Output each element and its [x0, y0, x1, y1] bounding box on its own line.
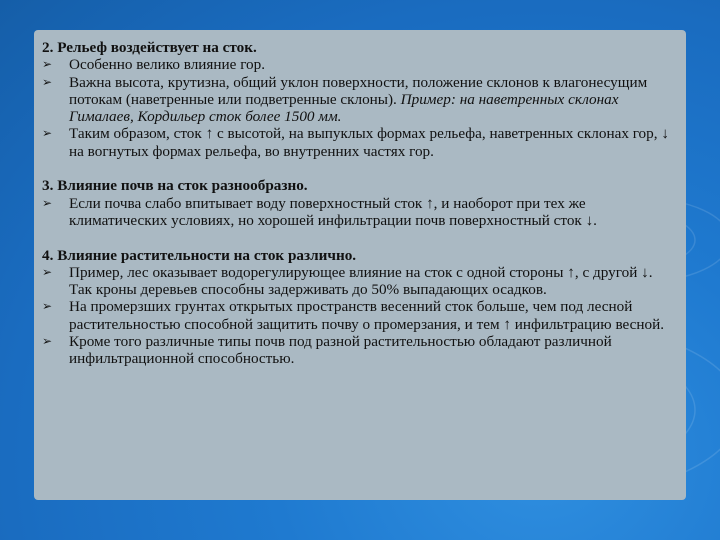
item-text: Особенно велико влияние гор.	[69, 56, 266, 74]
list-item	[42, 74, 676, 126]
arrow-bullet-icon: ➢	[42, 264, 53, 279]
item-text: Важна высота, крутизна, общий уклон поверхности, положение склонов к влагонесущим потокам (наветренные или подветренные склоны).	[69, 73, 648, 108]
text-panel	[34, 30, 686, 500]
list-item	[42, 298, 676, 333]
section-heading: 2. Рельеф воздействует на сток.	[42, 39, 257, 56]
section-heading: 3. Влияние почв на сток разнообразно.	[42, 177, 308, 195]
arrow-bullet-icon: ➢	[42, 74, 53, 89]
list-item	[42, 56, 676, 73]
item-text: На промерзших грунтах открытых пространств весенний сток больше, чем под лесной растительностью способной защитить почву о промерзания, и тем ↑ инфильтрацию весной.	[69, 298, 665, 333]
item-example-italic: Пример: на наветренных склонах Гималаев, Кордильер сток более 1500 мм.	[69, 90, 619, 126]
item-text: Если почва слабо впитывает воду поверхностный сток ↑, и наоборот при тех же климатических условиях, но хорошей инфильтрации почв поверхностный сток ↓.	[69, 194, 597, 229]
list-item	[42, 195, 676, 230]
item-text: Таким образом, сток ↑ с высотой, на выпуклых формах рельефа, наветренных склонах гор, ↓ на вогнутых формах рельефа, во внутренних частях гор.	[69, 125, 669, 160]
arrow-bullet-icon: ➢	[42, 126, 53, 141]
item-text: Пример, лес оказывает водорегулирующее влияние на сток с одной стороны ↑, с другой ↓. Так кроны деревьев способны задерживать до 50% выпадающих осадков.	[69, 263, 653, 299]
list-item	[42, 264, 676, 299]
arrow-bullet-icon: ➢	[42, 57, 53, 72]
list-item	[42, 125, 676, 160]
slide-content	[42, 39, 676, 368]
arrow-bullet-icon: ➢	[42, 195, 53, 210]
section-heading: 4. Влияние растительности на сток различно.	[42, 246, 357, 264]
arrow-bullet-icon: ➢	[42, 334, 53, 349]
arrow-bullet-icon: ➢	[42, 299, 53, 314]
item-text: Кроме того различные типы почв под разной растительностью обладают различной инфильтрационной способностью.	[69, 333, 612, 368]
list-item	[42, 333, 676, 368]
